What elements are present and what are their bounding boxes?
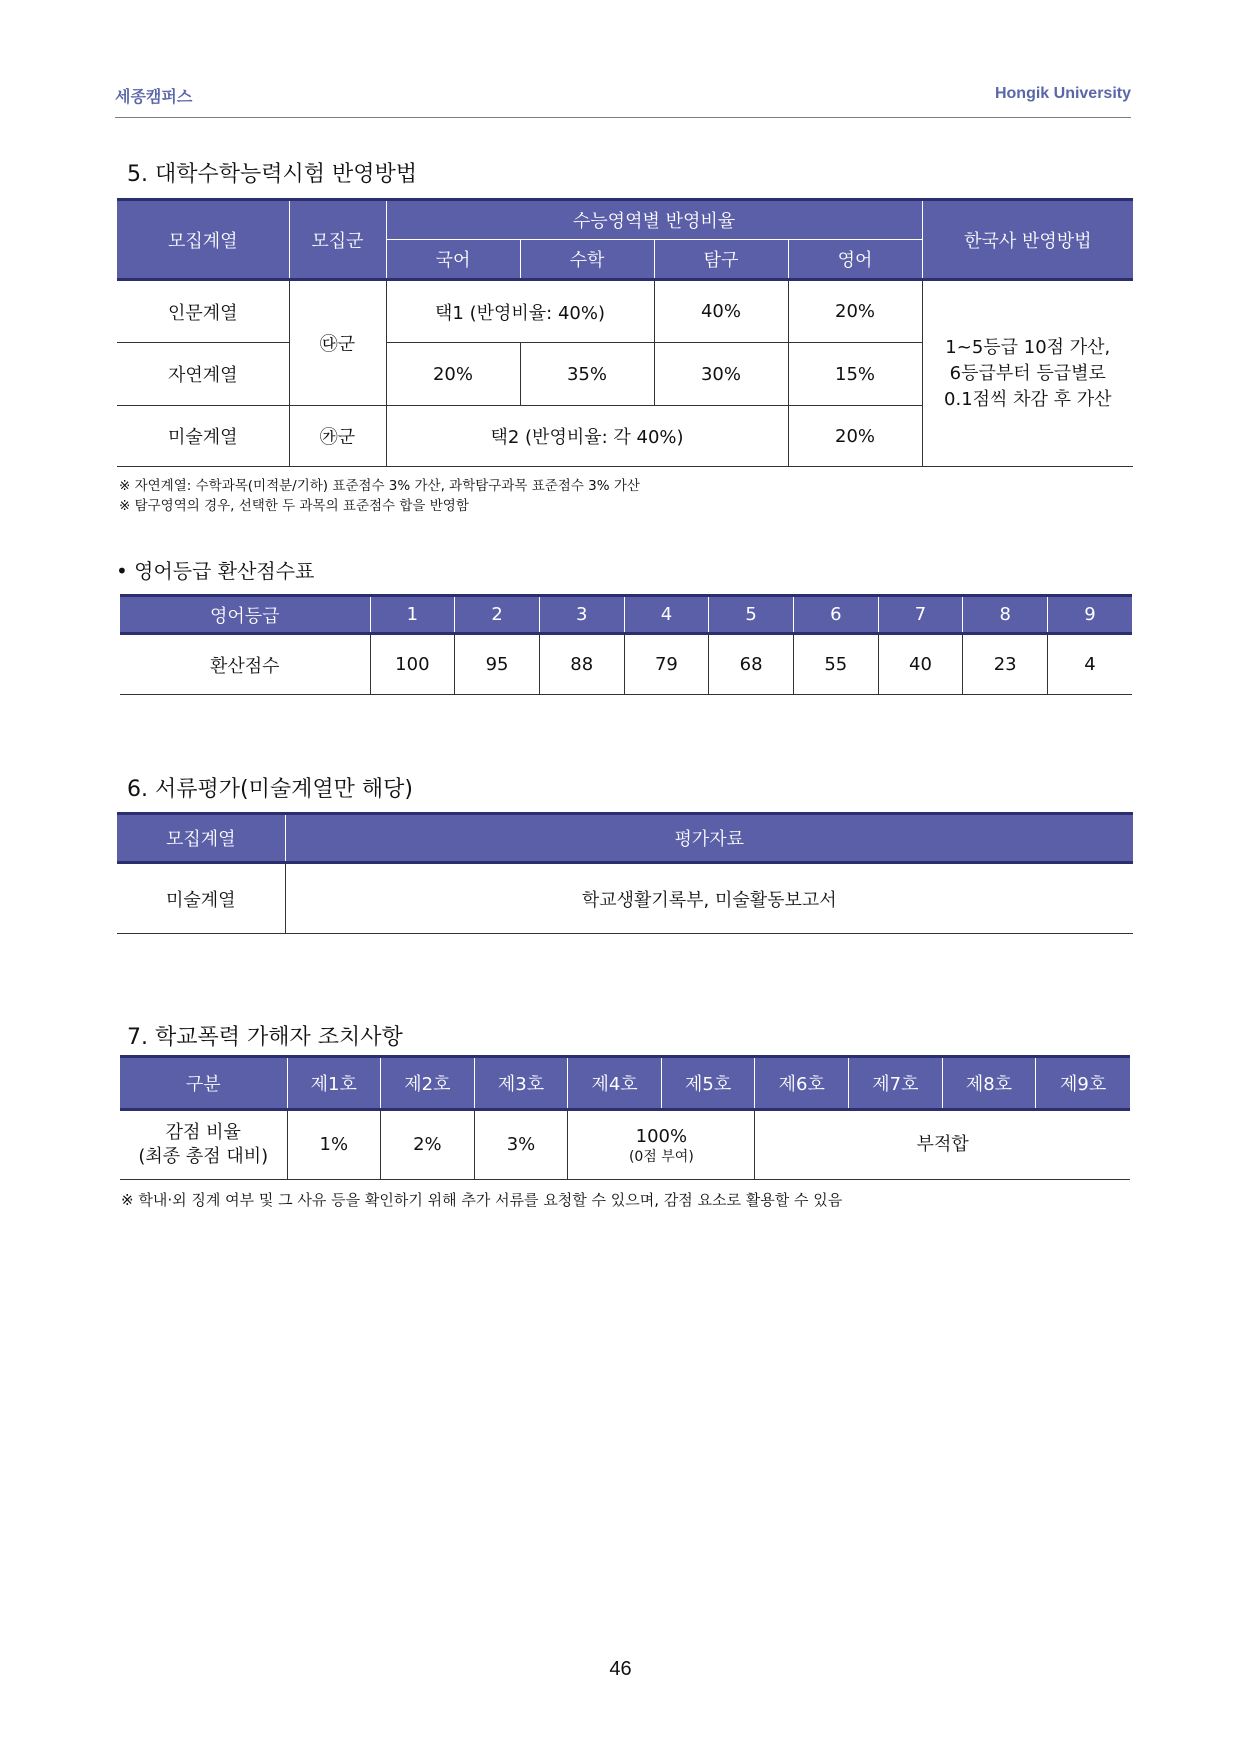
row-label-line1: 감점 비율: [165, 1122, 241, 1143]
table-row: [120, 634, 1132, 695]
grade-cell: 5: [709, 596, 794, 634]
table-row: [120, 1110, 1130, 1180]
score-cell: 55: [793, 634, 878, 695]
row-english: 15%: [788, 343, 922, 406]
grade-cell: 3: [539, 596, 624, 634]
col-header-history: 한국사 반영방법: [922, 200, 1133, 280]
col-header-gun: 모집군: [289, 200, 386, 280]
note: ※ 자연계열: 수학과목(미적분/기하) 표준점수 3% 가산, 과학탐구과목 표준점수 3% 가산: [119, 478, 640, 494]
section7-title: 7. 학교폭력 가해자 조치사항: [127, 1025, 403, 1050]
row-combined: 택1 (반영비율: 40%): [386, 280, 654, 343]
score-cell: 79: [624, 634, 709, 695]
grade-cell: 2: [455, 596, 540, 634]
score-label: 환산점수: [120, 634, 370, 695]
col-header-math: 수학: [520, 240, 654, 280]
table-row: [117, 280, 1133, 343]
deduction-sub: (0점 부여): [628, 1149, 694, 1165]
history-line: 6등급부터 등급별로: [949, 362, 1106, 384]
history-method: [922, 280, 1133, 467]
score-cell: 4: [1048, 634, 1132, 695]
col-header-level: 제4호: [568, 1057, 662, 1110]
deduction-cell: 1%: [287, 1110, 381, 1180]
deduction-cell-45: [568, 1110, 755, 1180]
grade-cell: 6: [793, 596, 878, 634]
col-header-level: 제8호: [942, 1057, 1036, 1110]
score-cell: 23: [963, 634, 1048, 695]
deduction-cell: 2%: [381, 1110, 475, 1180]
deduction-cell-69: 부적합: [755, 1110, 1130, 1180]
score-cell: 95: [455, 634, 540, 695]
col-header-level: 제7호: [849, 1057, 943, 1110]
page-header: [115, 84, 1131, 118]
grade-cell: 9: [1048, 596, 1132, 634]
col-header-korean: 국어: [386, 240, 520, 280]
col-header-material: 평가자료: [285, 814, 1133, 863]
col-header-level: 제1호: [287, 1057, 381, 1110]
note: ※ 탐구영역의 경우, 선택한 두 과목의 표준점수 합을 반영함: [119, 498, 469, 514]
row-group: 자연계열: [117, 343, 289, 406]
col-header-level: 제3호: [474, 1057, 568, 1110]
document-eval-table: [117, 812, 1133, 934]
row-english: 20%: [788, 280, 922, 343]
row-gun: ㉮군: [289, 406, 386, 467]
score-cell: 100: [370, 634, 455, 695]
col-header-english: 영어: [788, 240, 922, 280]
row-material: 학교생활기록부, 미술활동보고서: [285, 863, 1133, 934]
csat-table: [117, 198, 1133, 467]
score-cell: 88: [539, 634, 624, 695]
campus-label: 세종캠퍼스: [115, 87, 193, 106]
col-header-level: 제5호: [661, 1057, 755, 1110]
row-label-line2: (최종 총점 대비): [138, 1146, 269, 1167]
row-korean: 20%: [386, 343, 520, 406]
row-group: 미술계열: [117, 406, 289, 467]
row-english: 20%: [788, 406, 922, 467]
section6-title: 6. 서류평가(미술계열만 해당): [127, 777, 413, 802]
row-label: [120, 1110, 287, 1180]
page-number: 46: [609, 1658, 632, 1680]
history-line: 0.1점씩 차감 후 가산: [944, 388, 1112, 410]
deduction-main: 100%: [635, 1126, 688, 1147]
row-gun: ㉰군: [289, 280, 386, 406]
grade-cell: 1: [370, 596, 455, 634]
score-cell: 68: [709, 634, 794, 695]
grade-label: 영어등급: [120, 596, 370, 634]
note: ※ 학내·외 징계 여부 및 그 사유 등을 확인하기 위해 추가 서류를 요청할 수 있으며, 감점 요소로 활용할 수 있음: [121, 1191, 843, 1209]
school-violence-table: [120, 1055, 1130, 1180]
grade-cell: 8: [963, 596, 1048, 634]
col-header-explore: 탐구: [654, 240, 788, 280]
row-math: 35%: [520, 343, 654, 406]
col-header-level: 제6호: [755, 1057, 849, 1110]
col-header-level: 제9호: [1036, 1057, 1130, 1110]
english-table-title: • 영어등급 환산점수표: [116, 559, 315, 583]
section5-title: 5. 대학수학능력시험 반영방법: [127, 162, 418, 187]
university-name: Hongik University: [994, 85, 1131, 102]
row-explore: 40%: [654, 280, 788, 343]
english-score-table: [120, 594, 1132, 695]
grade-cell: 4: [624, 596, 709, 634]
col-header-ratio: 수능영역별 반영비율: [386, 200, 922, 240]
row-group: 인문계열: [117, 280, 289, 343]
table-row: [117, 863, 1133, 934]
history-line: 1~5등급 10점 가산,: [945, 336, 1111, 358]
grade-cell: 7: [878, 596, 963, 634]
col-header-group: 모집계열: [117, 200, 289, 280]
col-header-level: 제2호: [381, 1057, 475, 1110]
col-header-group: 모집계열: [117, 814, 285, 863]
deduction-cell: 3%: [474, 1110, 568, 1180]
row-group: 미술계열: [117, 863, 285, 934]
row-combined: 택2 (반영비율: 각 40%): [386, 406, 788, 467]
score-cell: 40: [878, 634, 963, 695]
row-explore: 30%: [654, 343, 788, 406]
col-header-label: 구분: [120, 1057, 287, 1110]
